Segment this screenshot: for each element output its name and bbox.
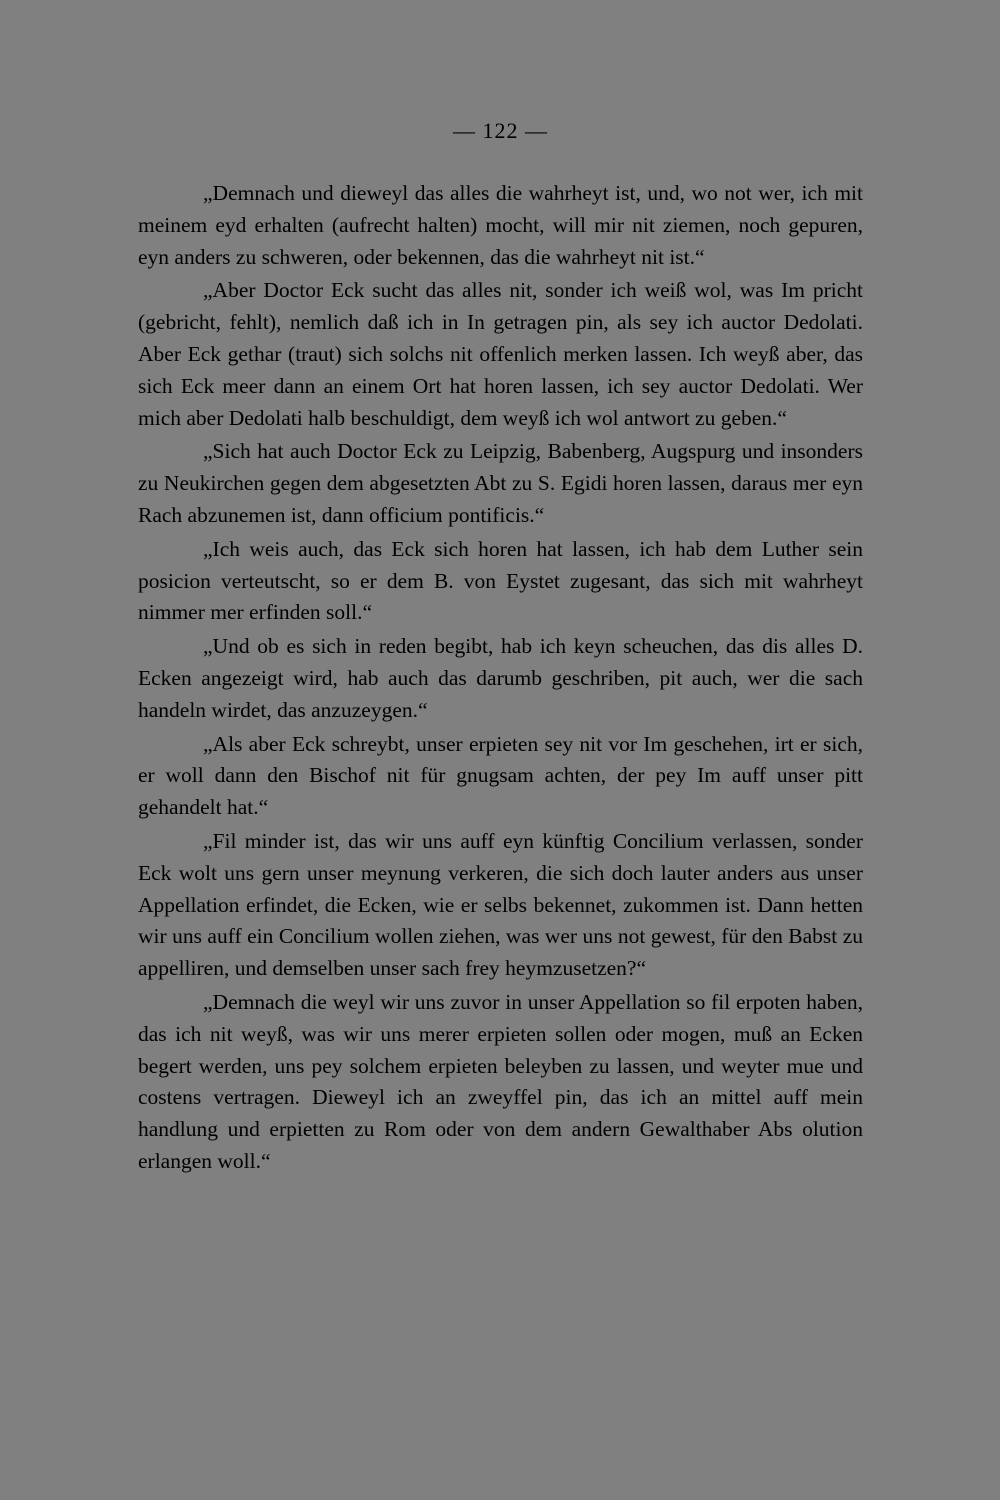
page-number: — 122 —	[453, 118, 548, 143]
paragraph-4: „Ich weis auch, das Eck sich horen hat lassen, ich hab dem Luther sein posicion verteutscht, so er dem B. von Eystet zugesant, das sich mit wahrheyt nimmer mer erfinden soll.“	[138, 536, 863, 625]
paragraph-7: „Fil minder ist, das wir uns auff eyn künftig Concilium verlassen, sonder Eck wolt uns gern unser meynung verkeren, die sich doch lauter anders aus unser Appellation erfindet, die Ecken, wie er selbs bekennet, zukommen ist. Dann hetten wir uns auff ein Concilium wollen ziehen, was wer uns not gewest, für den Babst zu appelliren, und demselben unser sach frey heymzusetzen?“	[138, 828, 863, 981]
paragraph-8: „Demnach die weyl wir uns zuvor in unser Appellation so fil erpoten haben, das ich nit weyß, was wir uns merer erpieten sollen oder mogen, muß an Ecken begert werden, uns pey solchem erpieten beleyben zu lassen, und weyter mue und costens vertragen. Dieweyl ich an zweyffel pin, das ich an mittel auff mein handlung und erpietten zu Rom oder von dem andern Gewalthaber Abs olution erlangen woll.“	[138, 989, 863, 1173]
paragraph-6: „Als aber Eck schreybt, unser erpieten sey nit vor Im geschehen, irt er sich, er woll dann den Bischof nit für gnugsam achten, der pey Im auff unser pitt gehandelt hat.“	[138, 731, 863, 820]
paragraph-3: „Sich hat auch Doctor Eck zu Leipzig, Babenberg, Augspurg und insonders zu Neukirchen gegen dem abgesetzten Abt zu S. Egidi horen lassen, daraus mer eyn Rach abzunemen ist, dann officium pontificis.“	[138, 439, 863, 527]
paragraph-2: „Aber Doctor Eck sucht das alles nit, sonder ich weiß wol, was Im pricht (gebricht, fehlt), nemlich daß ich in In getragen pin, als sey ich auctor Dedolati. Aber Eck gethar (traut) sich solchs nit offenlich merken lassen. Ich weyß aber, das sich Eck meer dann an einem Ort hat horen lassen, ich sey auctor Dedolati. Wer mich aber Dedolati halb beschuldigt, dem weyß ich wol antwort zu geben.“	[138, 278, 863, 430]
paragraph-1: „Demnach und dieweyl das alles die wahrheyt ist, und, wo not wer, ich mit meinem eyd erhalten (aufrecht halten) mocht, will mir nit ziemen, noch gepuren, eyn anders zu schweren, oder bekennen, das die wahrheyt nit ist.“	[138, 181, 863, 269]
paragraph-5: „Und ob es sich in reden begibt, hab ich keyn scheuchen, das dis alles D. Ecken angezeigt wird, hab auch das darumb geschriben, pit auch, wer die sach handeln wirdet, das anzuzeygen.“	[138, 634, 863, 722]
document-page	[138, 118, 863, 1180]
